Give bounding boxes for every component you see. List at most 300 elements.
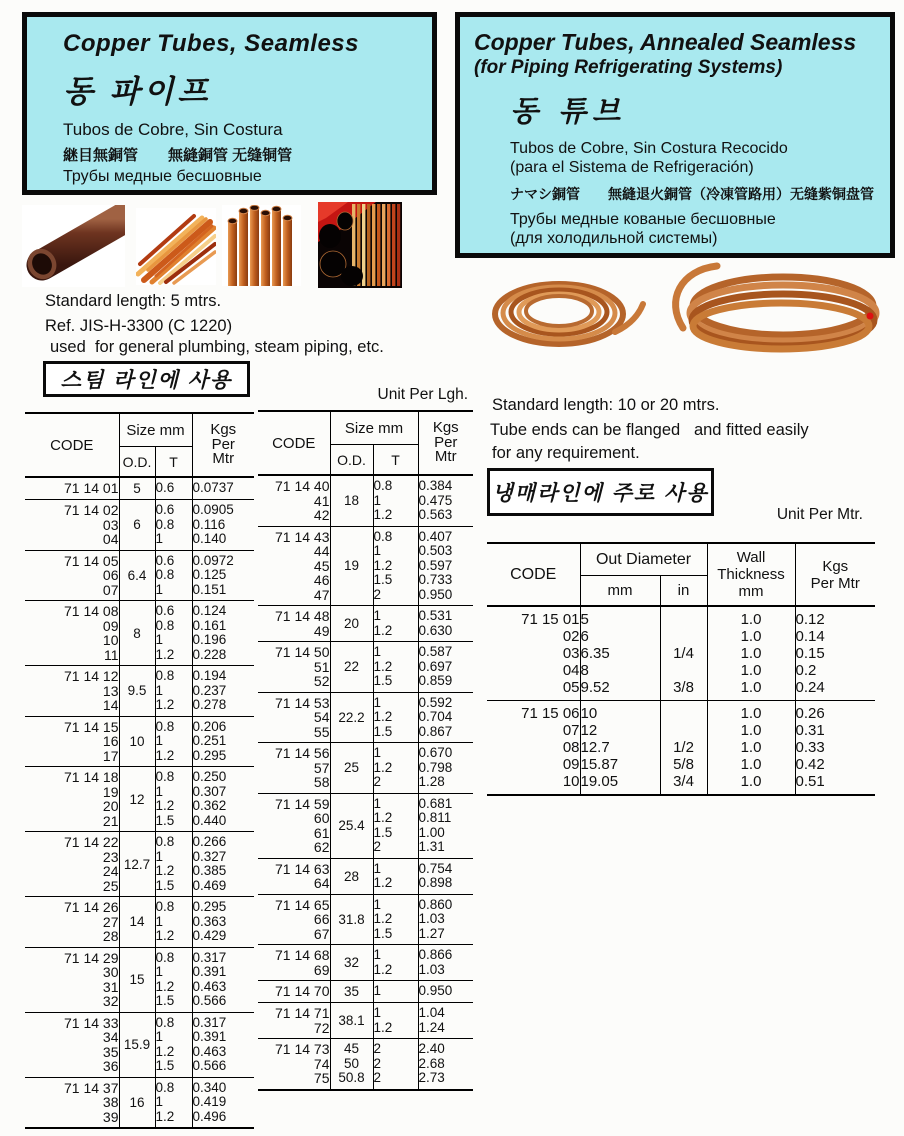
cell-line: 1	[155, 964, 164, 979]
cell-line: 0.266	[192, 834, 227, 849]
unit-per-mtr-label: Unit Per Mtr.	[776, 506, 863, 523]
cell-line: 25	[102, 877, 119, 894]
col-header-code: CODE	[487, 543, 580, 606]
cell-outer-diameter	[119, 550, 155, 601]
cell-line: 71 15 06	[521, 705, 580, 722]
cell-code	[258, 642, 330, 693]
cell-line: 1.2	[155, 1108, 175, 1124]
steam-sizes-table-1	[25, 412, 254, 1129]
cell-line: 2.73	[418, 1070, 445, 1085]
cell-line: 0.362	[192, 798, 227, 813]
cell-line: 0.681	[418, 795, 453, 811]
cell-line: 1.2	[373, 658, 393, 674]
cell-line: 46	[313, 572, 330, 588]
cell-line: Per	[434, 433, 458, 451]
cell-line: 10	[580, 705, 598, 722]
cell-line: 1.2	[373, 557, 393, 573]
cell-wall-thickness	[155, 947, 192, 1012]
cell-wall-thickness	[373, 606, 418, 642]
cell-outer-diameter	[119, 767, 155, 832]
cell-line: 0.597	[418, 557, 453, 573]
cell-line: 03	[102, 516, 119, 533]
cell-kgs-per-mtr	[192, 897, 254, 948]
refrigerant-line-usage-box	[487, 468, 714, 516]
cell-line: 71 14 18	[64, 769, 119, 785]
cell-line: 0.496	[192, 1108, 227, 1124]
cell-line: Mtr	[212, 450, 235, 468]
cell-line: 1.5	[155, 1058, 175, 1073]
cell-line: 5	[580, 611, 589, 628]
cell-line: 0.463	[192, 1043, 227, 1059]
cell-line: 1.28	[418, 774, 445, 789]
cell-line: 0.161	[192, 617, 227, 633]
cell-wall-thickness	[373, 692, 418, 743]
cell-line: 0.0972	[192, 552, 234, 568]
cell-line: 1.0	[740, 628, 762, 645]
copper-tube-large-photo	[22, 205, 125, 287]
cell-wall-thickness	[373, 793, 418, 858]
cell-line: 71 14 65	[275, 896, 330, 913]
cell-line: 0.566	[192, 1058, 227, 1073]
cell-line: 1	[373, 896, 382, 912]
cell-line: 1	[155, 531, 164, 546]
cell-code	[25, 550, 119, 601]
table-row-group	[25, 716, 254, 767]
cell-line: 0.8	[155, 668, 175, 683]
cell-line: 1	[155, 581, 164, 597]
cell-line: Wall	[736, 549, 766, 566]
cell-line: 0.440	[192, 812, 227, 828]
cell-line: 0.6	[155, 603, 175, 618]
unit-per-length-label: Unit Per Lgh.	[377, 386, 468, 403]
cell-line: 1	[373, 983, 382, 998]
cell-line: 1.0	[740, 722, 762, 739]
cell-line: 22	[343, 659, 360, 675]
cell-kgs-per-mtr	[795, 701, 875, 796]
col-header-code: CODE	[258, 411, 330, 475]
cell-line: 0.859	[418, 673, 453, 688]
cell-code	[25, 1012, 119, 1077]
cell-line: 71 14 40	[275, 478, 330, 494]
cell-line: 0.124	[192, 603, 227, 618]
cell-kgs-per-mtr	[192, 1012, 254, 1077]
cell-line: 34	[102, 1029, 119, 1045]
cell-line: 24	[102, 863, 119, 879]
cell-line: 0.8	[155, 516, 175, 532]
cell-line: 23	[102, 848, 119, 865]
cell-line: 0.6	[155, 502, 175, 517]
cell-kgs-per-mtr	[192, 500, 254, 551]
cell-line: 9.52	[580, 679, 610, 696]
table-row-group	[487, 606, 875, 701]
cell-line: 1.0	[740, 773, 762, 790]
cell-line: 1.0	[740, 645, 762, 662]
cell-kgs-per-mtr	[418, 642, 473, 693]
cell-line: 1	[373, 1005, 382, 1020]
table-row-group	[25, 947, 254, 1012]
cell-line: 1.0	[740, 756, 762, 773]
cell-line: 0.469	[192, 877, 227, 893]
cell-line: 22.2	[338, 709, 365, 725]
cell-line: 71 14 29	[64, 949, 119, 966]
cell-line: 0.8	[155, 899, 175, 914]
seamless-header-panel	[22, 12, 437, 195]
cell-line: 0.12	[795, 611, 825, 628]
cell-line: 0.125	[192, 567, 227, 582]
cell-wall-thickness	[155, 716, 192, 767]
table-row-group	[258, 606, 473, 642]
col-header-kgs-per-mtr	[192, 413, 254, 477]
annealed-title-russian1: Трубы медные кованые бесшовные	[510, 211, 776, 228]
cell-outer-diameter	[119, 1077, 155, 1128]
cell-wall-thickness	[155, 767, 192, 832]
cell-line: 31	[102, 978, 119, 995]
table-row-group	[25, 1077, 254, 1128]
cell-code	[25, 477, 119, 500]
cell-line: 71 14 48	[275, 608, 330, 624]
cell-line: 07	[102, 581, 119, 598]
cell-line: 1	[373, 795, 382, 811]
cell-wall-thickness	[155, 1077, 192, 1128]
cell-line: 09	[562, 756, 580, 773]
cell-kgs-per-mtr	[418, 526, 473, 606]
cell-line: 54	[313, 709, 330, 725]
cell-line: 67	[313, 925, 330, 942]
cell-line: 0.8	[155, 718, 175, 734]
cell-line: 1	[155, 848, 164, 864]
cell-line: 0.898	[418, 875, 453, 890]
cell-wall-thickness	[155, 1012, 192, 1077]
cell-line: 1	[373, 947, 382, 962]
cell-line: Mtr	[434, 448, 457, 466]
cell-line: 04	[562, 662, 580, 679]
cell-line: 71 14 73	[275, 1041, 330, 1057]
copper-coil-stacked-photo	[655, 258, 900, 353]
seamless-ref-standard: Ref. JIS-H-3300 (C 1220)	[45, 317, 233, 335]
cell-kgs-per-mtr	[192, 601, 254, 666]
cell-line: 64	[313, 875, 330, 891]
cell-line: 19.05	[580, 773, 619, 790]
cell-line: 71 14 56	[275, 745, 330, 761]
cell-kgs-per-mtr	[192, 477, 254, 500]
cell-line: 2	[373, 839, 382, 854]
cell-outer-diameter	[330, 743, 373, 794]
cell-line: 1/2	[673, 739, 694, 756]
cell-line: 1.5	[155, 877, 175, 893]
cell-line: 1.2	[373, 961, 393, 977]
cell-code	[25, 947, 119, 1012]
cell-code	[25, 666, 119, 717]
cell-line: 58	[313, 774, 330, 790]
cell-line: 0.24	[795, 679, 825, 696]
cell-line: 0.385	[192, 863, 227, 878]
cell-line: 1.2	[373, 810, 393, 825]
table-row-group	[25, 500, 254, 551]
cell-wall-thickness	[155, 601, 192, 666]
cell-wall-thickness	[373, 945, 418, 981]
cell-line: 18	[343, 493, 360, 509]
cell-line: Kgs	[210, 421, 237, 439]
cell-line: Thickness	[717, 566, 785, 583]
cell-kgs-per-mtr	[192, 767, 254, 832]
cell-outer-diameter	[330, 1039, 373, 1090]
cell-line: 25	[343, 760, 360, 776]
cell-line	[661, 662, 707, 679]
annealed-title-spanish2: (para el Sistema de Refrigeración)	[510, 159, 754, 176]
cell-line: 1.0	[740, 662, 762, 679]
cell-diameter-mm	[580, 701, 660, 796]
cell-line: 9.5	[127, 683, 147, 699]
cell-code	[25, 601, 119, 666]
cell-line: 0.0905	[192, 502, 234, 517]
cell-line: 41	[313, 492, 330, 509]
cell-line: 19	[102, 783, 119, 800]
cell-line: 0.317	[192, 1014, 227, 1030]
cell-line: 0.867	[418, 723, 453, 739]
cell-line: 1	[373, 492, 382, 508]
cell-line: 0.116	[192, 516, 226, 532]
cell-line: 27	[102, 913, 119, 930]
col-header-wall-thickness	[707, 543, 795, 606]
cell-line: 0.754	[418, 860, 453, 876]
seamless-usage-note: used for general plumbing, steam piping, etc.	[50, 338, 384, 356]
cell-outer-diameter	[330, 1003, 373, 1039]
cell-line: 2	[373, 1070, 382, 1085]
seamless-title-cjk: 継目無銅管 無縫銅管 无缝铜管	[63, 147, 293, 164]
annealed-title: Copper Tubes, Annealed Seamless	[474, 29, 857, 55]
cell-line: 0.8	[155, 617, 175, 633]
cell-line: 1.2	[155, 978, 175, 994]
cell-code	[25, 716, 119, 767]
cell-line: 50.8	[338, 1070, 365, 1085]
cell-line: 0.317	[192, 949, 227, 965]
cell-outer-diameter	[330, 945, 373, 981]
cell-outer-diameter	[330, 642, 373, 693]
cell-outer-diameter	[330, 692, 373, 743]
cell-wall-thickness	[373, 526, 418, 606]
annealed-title-russian2: (для холодильной системы)	[510, 230, 718, 247]
cell-line: 1.0	[740, 611, 762, 628]
cell-line: 0.250	[192, 769, 227, 784]
cell-code	[25, 767, 119, 832]
cell-line: 0.860	[418, 896, 453, 912]
cell-line: 1	[155, 1029, 164, 1044]
cell-line: 36	[102, 1058, 119, 1074]
cell-line: 17	[102, 747, 119, 764]
cell-line: 0.237	[192, 682, 227, 698]
cell-kgs-per-mtr	[418, 1003, 473, 1039]
cell-kgs-per-mtr	[418, 793, 473, 858]
cell-line: 6	[580, 628, 589, 645]
cell-line: 1.0	[740, 705, 762, 722]
cell-kgs-per-mtr	[418, 894, 473, 945]
cell-line: 0.391	[192, 1029, 227, 1044]
cell-outer-diameter	[119, 601, 155, 666]
cell-line: 0.278	[192, 697, 227, 712]
table-row-group	[258, 981, 473, 1003]
cell-line: 1.2	[155, 798, 175, 813]
cell-line: 0.51	[795, 773, 825, 790]
steam-line-usage-box	[43, 361, 250, 397]
table-row-group	[258, 945, 473, 981]
cell-line: 38	[102, 1094, 119, 1110]
cell-line: 1	[155, 783, 164, 799]
cell-outer-diameter	[330, 858, 373, 894]
cell-line: 51	[313, 658, 330, 675]
cell-line: mm	[738, 583, 764, 600]
cell-outer-diameter	[119, 897, 155, 948]
cell-line: 16	[129, 1094, 145, 1110]
cell-kgs-per-mtr	[192, 832, 254, 897]
cell-code	[487, 701, 580, 796]
cell-line: 0.6	[155, 480, 175, 495]
col-header-t: T	[373, 445, 418, 476]
cell-line: 0.8	[373, 528, 393, 544]
cell-line: 0.295	[192, 747, 227, 763]
cell-kgs-per-mtr	[192, 550, 254, 601]
cell-line: 0.251	[192, 733, 227, 748]
cell-line: 1.2	[373, 622, 393, 638]
cell-line: 75	[313, 1070, 330, 1086]
table-row-group	[25, 601, 254, 666]
cell-line: 1.2	[373, 911, 393, 926]
cell-line: 28	[102, 928, 119, 944]
cell-code	[258, 1039, 330, 1090]
cell-line: 0.429	[192, 928, 227, 943]
cell-code	[258, 981, 330, 1003]
cell-line: 0.340	[192, 1079, 227, 1095]
cell-line: 0.363	[192, 913, 227, 929]
cell-line: Kgs	[432, 419, 459, 437]
col-header-size-mm: Size mm	[330, 411, 418, 445]
cell-kgs-per-mtr	[418, 858, 473, 894]
cell-line: 71 14 63	[275, 860, 330, 877]
cell-line: Per	[211, 435, 235, 453]
cell-line: 71 14 02	[64, 502, 119, 518]
cell-line: 0.140	[192, 531, 227, 546]
cell-line: 09	[102, 617, 119, 634]
table-row-group	[25, 1012, 254, 1077]
cell-line: 0.0737	[192, 480, 234, 495]
cell-line: 0.14	[795, 628, 825, 645]
cell-outer-diameter	[119, 1012, 155, 1077]
cell-line: 0.8	[155, 1079, 175, 1095]
cell-line: 0.8	[155, 567, 175, 582]
cell-code	[258, 793, 330, 858]
col-header-t: T	[155, 447, 192, 478]
refrigerant-line-usage-label: 냉매라인에 주로 사용	[492, 482, 709, 505]
cell-code	[25, 832, 119, 897]
cell-line: 0.2	[795, 662, 817, 679]
cell-wall-thickness	[373, 894, 418, 945]
cell-code	[258, 858, 330, 894]
steam-sizes-table-2	[258, 410, 473, 1091]
table-row-group	[258, 475, 473, 526]
cell-line: 3/8	[673, 679, 694, 696]
cell-code	[258, 606, 330, 642]
cell-line: 07	[562, 722, 580, 739]
cell-wall-thickness	[155, 500, 192, 551]
table-row-group	[258, 1003, 473, 1039]
cell-line: 1.2	[155, 928, 175, 943]
cell-line: 0.15	[795, 645, 825, 662]
cell-line: 71 14 26	[64, 899, 119, 915]
cell-line: 14	[129, 914, 145, 930]
cell-line: 6	[133, 517, 141, 533]
table-row-group	[487, 701, 875, 796]
cell-line: 45	[343, 1041, 360, 1056]
cell-line: 32	[102, 993, 119, 1009]
cell-line: 0.670	[418, 745, 453, 760]
cell-line: 20	[343, 616, 360, 631]
seamless-title-korean: 동 파이프	[63, 74, 212, 109]
table-row-group	[258, 526, 473, 606]
cell-outer-diameter	[330, 793, 373, 858]
cell-line: 1.2	[373, 1019, 393, 1035]
cell-line: 0.798	[418, 759, 453, 775]
cell-kgs-per-mtr	[418, 945, 473, 981]
cell-line: 1.03	[418, 961, 445, 977]
cell-line: 71 14 15	[64, 718, 119, 735]
cell-kgs-per-mtr	[192, 947, 254, 1012]
cell-line: 60	[313, 810, 330, 826]
cell-line: 1.2	[155, 646, 175, 662]
cell-line: 49	[313, 622, 330, 639]
cell-outer-diameter	[330, 526, 373, 606]
cell-line: 2	[373, 586, 382, 602]
table-row-group	[258, 692, 473, 743]
cell-line: 0.206	[192, 718, 227, 734]
cell-code	[25, 1077, 119, 1128]
cell-line: 2	[373, 1055, 382, 1071]
cell-line: 71 14 22	[64, 834, 119, 850]
cell-line: 03	[562, 645, 580, 662]
cell-diameter-in	[660, 606, 707, 701]
cell-line: 2	[373, 774, 382, 789]
cell-line: 12	[580, 722, 598, 739]
cell-kgs-per-mtr	[192, 1077, 254, 1128]
cell-line: 0.866	[418, 947, 453, 962]
cell-line: 66	[313, 911, 330, 927]
cell-line: 1.2	[373, 507, 393, 522]
cell-line: 71 14 68	[275, 947, 330, 963]
cell-wall-thickness	[373, 642, 418, 693]
seamless-title: Copper Tubes, Seamless	[63, 30, 359, 57]
cell-line: 0.950	[418, 586, 453, 602]
cell-line	[661, 705, 707, 722]
cell-line: 0.8	[155, 834, 175, 849]
cell-diameter-mm	[580, 606, 660, 701]
cell-line	[661, 628, 707, 645]
cell-line: 71 14 70	[275, 983, 330, 999]
table-row-group	[25, 897, 254, 948]
cell-line	[661, 722, 707, 739]
cell-line: 0.8	[155, 1014, 175, 1030]
cell-line: 16	[102, 733, 119, 749]
cell-outer-diameter	[330, 981, 373, 1003]
col-header-size-mm: Size mm	[119, 413, 192, 447]
cell-line: 02	[562, 628, 580, 645]
annealed-standard-length: Standard length: 10 or 20 mtrs.	[492, 396, 720, 414]
cell-line: 0.8	[373, 478, 393, 493]
cell-code	[258, 692, 330, 743]
cell-wall-thickness	[707, 701, 795, 796]
cell-line: 52	[313, 673, 330, 689]
cell-line: 1.5	[373, 572, 393, 587]
cell-line: 1.5	[373, 925, 393, 941]
cell-kgs-per-mtr	[418, 743, 473, 794]
cell-line: 1	[373, 543, 382, 558]
